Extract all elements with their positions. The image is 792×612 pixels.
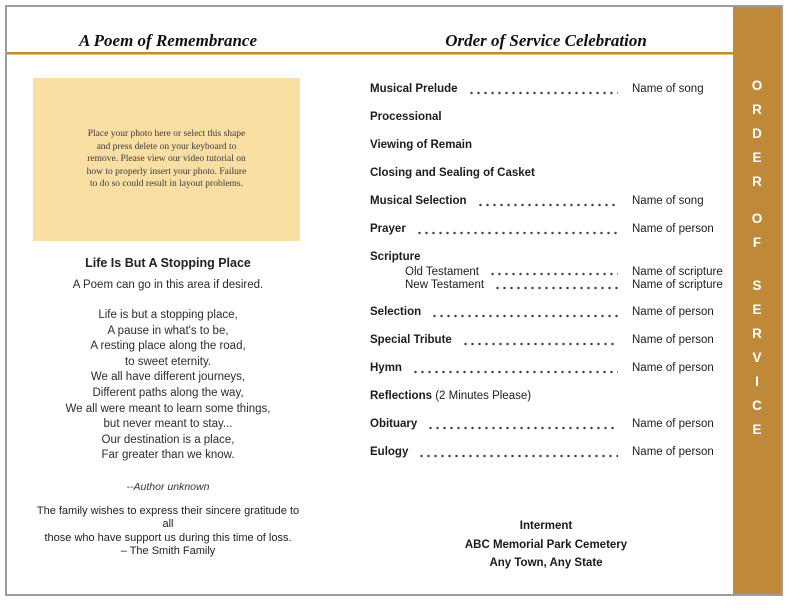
order-item-row: [370, 444, 722, 461]
dotted-leader: [494, 286, 618, 290]
order-item-label: Processional: [370, 111, 442, 123]
order-item-row: [370, 388, 722, 405]
order-item: [370, 193, 722, 210]
order-item-label: Closing and Sealing of Casket: [370, 167, 535, 179]
order-of-service-list: [370, 81, 722, 472]
order-subitem-row: [370, 279, 722, 293]
banner-letter: R: [752, 173, 762, 189]
order-item-label: Special Tribute: [370, 334, 452, 346]
family-message-line: The family wishes to express their sincere gratitude to all: [36, 504, 300, 531]
right-page-title: Order of Service Celebration: [445, 31, 647, 50]
banner-letter: R: [752, 101, 762, 117]
poem-line: but never meant to stay...: [103, 418, 233, 431]
poem-line: We all were meant to learn some things,: [65, 402, 271, 415]
dotted-leader: [431, 314, 618, 318]
order-item: [370, 416, 722, 433]
interment-line: Any Town, Any State: [489, 557, 603, 569]
program-page: [5, 5, 783, 596]
banner-letter: R: [752, 325, 762, 341]
order-item-row: [370, 360, 722, 377]
order-item-row: [370, 249, 722, 266]
dotted-leader: [416, 231, 618, 235]
order-item-label: Scripture: [370, 251, 421, 263]
photo-placeholder-line: how to properly insert your photo. Failure: [86, 166, 247, 177]
dotted-leader: [477, 203, 618, 207]
banner-letter: C: [752, 397, 762, 413]
order-item-row: [370, 304, 722, 321]
order-item-value: Name of person: [632, 334, 714, 346]
dotted-leader: [462, 342, 618, 346]
poem-line: Far greater than we know.: [101, 449, 235, 462]
order-item-label: Old Testament: [405, 265, 479, 278]
order-item-value: Name of person: [632, 223, 714, 235]
photo-placeholder[interactable]: [33, 78, 300, 241]
banner-letter: E: [752, 301, 762, 317]
order-item-row: [370, 109, 722, 126]
family-message: [33, 505, 303, 559]
poem-line: A pause in what's to be,: [107, 324, 229, 337]
dotted-leader: [412, 370, 618, 374]
order-item-value: Name of person: [632, 446, 714, 458]
order-item-row: [370, 221, 722, 238]
left-page-title: A Poem of Remembrance: [78, 31, 257, 50]
banner-word: [752, 273, 762, 441]
order-item-label: Musical Prelude: [370, 83, 458, 95]
order-item-label: Selection: [370, 306, 422, 318]
banner-letter: D: [752, 125, 762, 141]
banner-letter: E: [752, 149, 762, 165]
order-item-row: [370, 193, 722, 210]
order-item-suffix: (2 Minutes Please): [432, 390, 532, 402]
dotted-leader: [489, 272, 618, 276]
order-item-label: Prayer: [370, 223, 406, 235]
banner-letter: I: [755, 373, 759, 389]
family-message-line: those who have support us during this time of loss.: [44, 531, 292, 544]
order-item-value: Name of scripture: [632, 279, 723, 291]
order-item: [370, 332, 722, 349]
order-item-value: Name of song: [632, 195, 704, 207]
order-item: [370, 81, 722, 98]
poem-line: A resting place along the road,: [90, 340, 246, 353]
poem-column: [33, 78, 303, 559]
order-item-value: Name of scripture: [632, 265, 723, 278]
order-item-value: Name of person: [632, 306, 714, 318]
photo-placeholder-line: to do so could result in layout problems.: [89, 179, 244, 189]
order-item: [370, 360, 722, 377]
poem-lines: [33, 308, 303, 464]
poem-line: Our destination is a place,: [101, 433, 235, 446]
poem-line: to sweet eternity.: [124, 355, 212, 368]
order-of-service-banner: [733, 7, 781, 594]
banner-letter: E: [752, 421, 762, 437]
order-item: [370, 221, 722, 238]
order-item-row: [370, 165, 722, 182]
order-item: [370, 109, 722, 126]
banner-letter: V: [752, 349, 762, 365]
poem-line: Life is but a stopping place,: [98, 309, 238, 321]
photo-placeholder-line: Place your photo here or select this shape: [87, 129, 246, 139]
order-item: [370, 249, 722, 293]
order-item-label: New Testament: [405, 279, 485, 291]
family-message-line: – The Smith Family: [120, 545, 216, 558]
poem-intro: A Poem can go in this area if desired.: [72, 279, 264, 291]
header-divider-line: [7, 52, 735, 55]
order-item: [370, 137, 722, 154]
poem-attribution: --Author unknown: [126, 480, 210, 493]
order-item-label: Obituary: [370, 418, 418, 430]
dotted-leader: [468, 91, 618, 95]
order-item-label: Reflections: [370, 390, 432, 402]
dotted-leader: [427, 426, 618, 430]
poem-line: Different paths along the way,: [92, 386, 244, 399]
banner-word: [752, 206, 763, 254]
order-item-label: Musical Selection: [370, 195, 467, 207]
banner-letter: S: [752, 277, 762, 293]
order-item-row: [370, 81, 722, 98]
order-item: [370, 165, 722, 182]
order-item: [370, 388, 722, 405]
banner-word: [752, 73, 763, 193]
order-item-value: Name of song: [632, 83, 704, 95]
order-item: [370, 444, 722, 461]
order-item: [370, 304, 722, 321]
photo-placeholder-line: remove. Please view our video tutorial on: [87, 154, 246, 164]
banner-letter: O: [751, 77, 763, 93]
photo-placeholder-line: and press delete on your keyboard to: [96, 141, 237, 152]
poem-line: We all have different journeys,: [90, 371, 246, 384]
banner-letter: F: [752, 234, 762, 250]
interment-line: Interment: [519, 520, 573, 532]
order-subitem-row: [370, 266, 722, 280]
interment-block: [370, 517, 722, 573]
order-item-label: Hymn: [370, 362, 402, 374]
order-item-row: [370, 137, 722, 154]
order-item-label: Viewing of Remain: [370, 139, 473, 151]
poem-title: Life Is But A Stopping Place: [85, 256, 251, 270]
banner-letter: O: [751, 210, 763, 226]
dotted-leader: [418, 454, 618, 458]
order-item-row: [370, 332, 722, 349]
order-item-value: Name of person: [632, 418, 714, 430]
order-item-value: Name of person: [632, 362, 714, 374]
interment-line: ABC Memorial Park Cemetery: [464, 538, 628, 551]
order-item-row: [370, 416, 722, 433]
order-item-label: Eulogy: [370, 446, 409, 458]
